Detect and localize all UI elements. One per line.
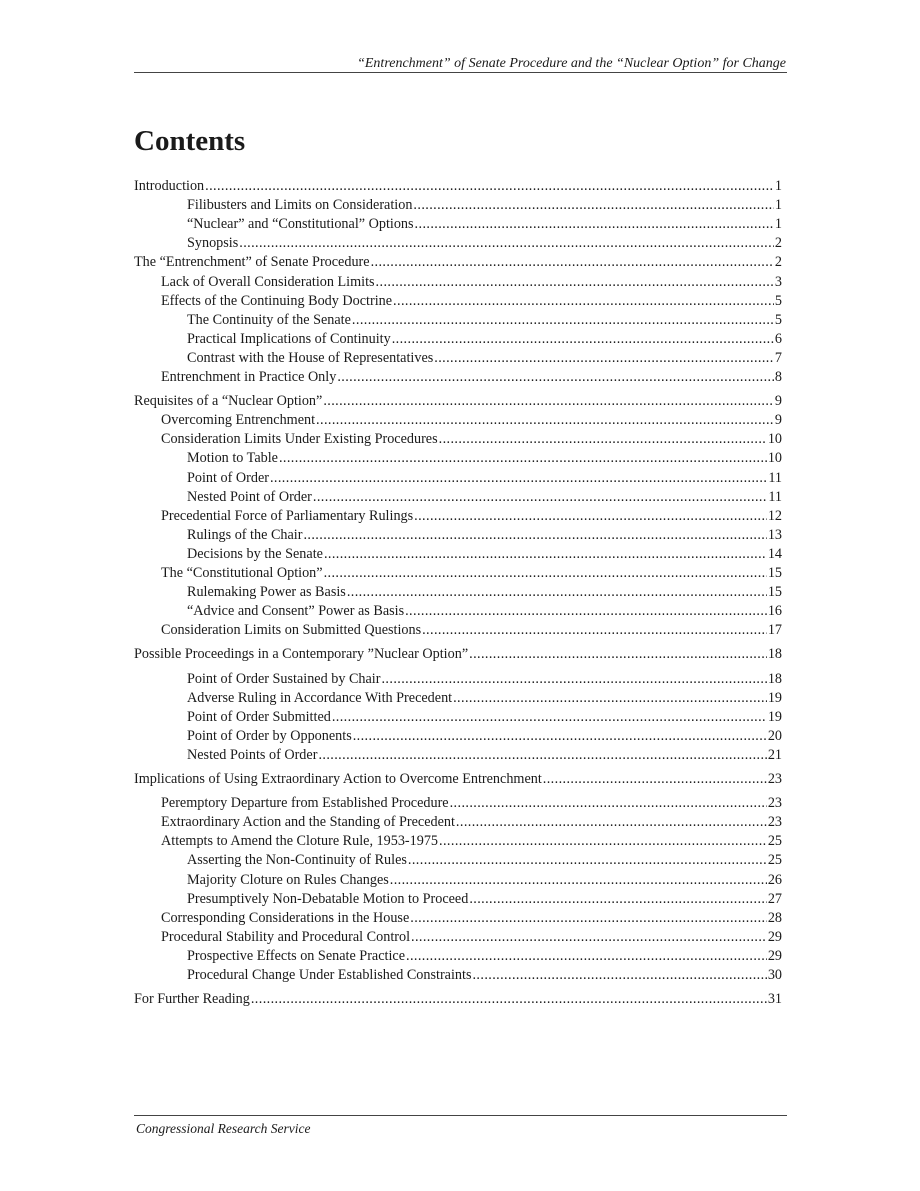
toc-dot-leader <box>318 747 766 764</box>
toc-entry[interactable] <box>134 812 782 831</box>
toc-entry-label: Motion to Table <box>187 450 278 467</box>
toc-entry-label: Introduction <box>134 178 205 194</box>
toc-entry-page: 15 <box>767 565 782 581</box>
toc-entry[interactable] <box>134 233 782 252</box>
toc-entry-page: 10 <box>767 431 782 448</box>
toc-dot-leader <box>393 293 774 310</box>
toc-dot-leader <box>332 709 767 726</box>
toc-dot-leader <box>251 991 767 1008</box>
toc-entry-page: 23 <box>767 814 782 831</box>
toc-entry[interactable] <box>134 310 782 329</box>
toc-entry[interactable] <box>134 291 782 310</box>
toc-entry-page: 23 <box>767 795 782 812</box>
toc-entry-label: The “Constitutional Option” <box>161 565 323 581</box>
toc-entry[interactable] <box>134 688 782 707</box>
toc-entry-page: 7 <box>774 349 782 366</box>
toc-entry-page: 15 <box>767 584 782 601</box>
toc-dot-leader <box>408 852 767 869</box>
toc-entry[interactable] <box>134 707 782 726</box>
toc-entry-page: 6 <box>774 330 782 347</box>
toc-entry[interactable] <box>134 769 782 788</box>
toc-entry-page: 20 <box>767 727 782 744</box>
toc-dot-leader <box>347 584 767 601</box>
toc-dot-leader <box>337 369 774 386</box>
toc-entry-page: 18 <box>767 646 782 663</box>
toc-entry[interactable] <box>134 644 782 663</box>
toc-entry-label: Prospective Effects on Senate Practice <box>187 947 405 964</box>
toc-entry[interactable] <box>134 946 782 965</box>
toc-entry[interactable] <box>134 525 782 544</box>
toc-entry[interactable] <box>134 410 782 429</box>
toc-entry-label: “Nuclear” and “Constitutional” Options <box>187 216 414 233</box>
toc-entry-page: 11 <box>768 488 782 505</box>
toc-entry-label: Extraordinary Action and the Standing of Precedent <box>161 814 455 831</box>
toc-entry[interactable] <box>134 429 782 448</box>
toc-entry-label: Practical Implications of Continuity <box>187 330 391 347</box>
toc-entry[interactable] <box>134 487 782 506</box>
toc-entry-label: The “Entrenchment” of Senate Procedure <box>134 254 370 271</box>
toc-entry-page: 5 <box>774 311 782 328</box>
toc-entry-page: 29 <box>767 928 782 945</box>
toc-entry-label: Point of Order Submitted <box>187 708 331 725</box>
toc-entry[interactable] <box>134 850 782 869</box>
toc-dot-leader <box>472 967 766 984</box>
toc-entry-label: Synopsis <box>187 235 239 252</box>
toc-entry[interactable] <box>134 908 782 927</box>
toc-entry[interactable] <box>134 726 782 745</box>
toc-entry-label: “Advice and Consent” Power as Basis <box>187 603 405 620</box>
toc-entry[interactable] <box>134 793 782 812</box>
toc-entry[interactable] <box>134 506 782 525</box>
toc-dot-leader <box>406 948 767 965</box>
toc-dot-leader <box>469 646 767 663</box>
toc-entry[interactable] <box>134 329 782 348</box>
toc-entry[interactable] <box>134 620 782 639</box>
toc-entry-label: Filibusters and Limits on Consideration <box>187 197 413 214</box>
toc-entry-label: The Continuity of the Senate <box>187 311 351 328</box>
toc-entry-label: Precedential Force of Parliamentary Rulings <box>161 507 414 524</box>
toc-entry-label: Consideration Limits Under Existing Procedures <box>161 431 438 448</box>
page-title: Contents <box>134 125 246 157</box>
toc-dot-leader <box>324 565 767 582</box>
toc-dot-leader <box>413 197 773 214</box>
toc-dot-leader <box>434 350 774 367</box>
toc-dot-leader <box>323 393 774 410</box>
running-header: “Entrenchment” of Senate Procedure and the “Nuclear Option” for Change <box>357 56 786 71</box>
toc-entry[interactable] <box>134 870 782 889</box>
toc-entry[interactable] <box>134 176 782 195</box>
toc-entry-page: 9 <box>774 393 782 410</box>
toc-entry[interactable] <box>134 448 782 467</box>
toc-entry-page: 1 <box>774 197 782 214</box>
toc-dot-leader <box>376 274 774 291</box>
toc-dot-leader <box>411 929 767 946</box>
toc-dot-leader <box>543 771 767 788</box>
toc-dot-leader <box>313 489 767 506</box>
toc-dot-leader <box>392 331 774 348</box>
toc-entry-page: 2 <box>774 254 782 271</box>
toc-dot-leader <box>316 412 774 429</box>
toc-dot-leader <box>453 690 767 707</box>
toc-entry-page: 1 <box>774 216 782 233</box>
toc-entry[interactable] <box>134 601 782 620</box>
toc-entry-label: Nested Points of Order <box>187 746 318 763</box>
toc-entry-label: Rulemaking Power as Basis <box>187 584 346 601</box>
toc-entry-label: Rulings of the Chair <box>187 526 303 543</box>
toc-entry-page: 19 <box>767 689 782 706</box>
toc-entry[interactable] <box>134 582 782 601</box>
toc-entry-label: Asserting the Non-Continuity of Rules <box>187 852 407 869</box>
toc-dot-leader <box>405 603 767 620</box>
toc-entry-page: 3 <box>774 273 782 290</box>
toc-entry-label: Nested Point of Order <box>187 488 312 505</box>
toc-entry-page: 16 <box>767 603 782 620</box>
toc-entry[interactable] <box>134 965 782 984</box>
toc-entry-page: 10 <box>767 450 782 467</box>
toc-dot-leader <box>270 470 767 487</box>
toc-entry-label: Majority Cloture on Rules Changes <box>187 871 389 888</box>
toc-entry-label: Contrast with the House of Representatives <box>187 349 434 366</box>
footer-rule <box>134 1115 787 1116</box>
toc-entry-page: 25 <box>767 852 782 869</box>
toc-entry[interactable] <box>134 195 782 214</box>
header-rule <box>134 72 787 73</box>
toc-entry-page: 12 <box>767 507 782 524</box>
toc-entry[interactable] <box>134 348 782 367</box>
footer-org: Congressional Research Service <box>136 1121 311 1136</box>
toc-entry-page: 23 <box>767 771 782 787</box>
toc-entry-label: Lack of Overall Consideration Limits <box>161 273 375 290</box>
toc-entry-label: Peremptory Departure from Established Procedure <box>161 795 449 812</box>
toc-entry-page: 25 <box>767 833 782 850</box>
toc-dot-leader <box>469 891 766 908</box>
toc-entry-label: Attempts to Amend the Cloture Rule, 1953-1975 <box>161 833 439 850</box>
toc-dot-leader <box>410 910 767 927</box>
toc-entry-label: Decisions by the Senate <box>187 545 323 562</box>
toc-entry[interactable] <box>134 544 782 563</box>
toc-entry[interactable] <box>134 563 782 582</box>
toc-entry-label: For Further Reading <box>134 991 250 1008</box>
toc-entry-label: Procedural Stability and Procedural Control <box>161 928 411 945</box>
toc-entry-label: Possible Proceedings in a Contemporary ”Nuclear Option” <box>134 646 469 663</box>
toc-dot-leader <box>390 872 767 889</box>
toc-entry[interactable] <box>134 889 782 908</box>
toc-entry-page: 9 <box>774 412 782 429</box>
toc-entry-page: 5 <box>774 292 782 309</box>
toc-entry-page: 13 <box>767 526 782 543</box>
toc-entry[interactable] <box>134 367 782 386</box>
toc-entry-label: Presumptively Non-Debatable Motion to Proceed <box>187 890 469 907</box>
toc-dot-leader <box>450 795 767 812</box>
toc-dot-leader <box>371 254 774 271</box>
toc-entry[interactable] <box>134 745 782 764</box>
toc-entry[interactable] <box>134 214 782 233</box>
toc-entry-page: 18 <box>767 670 782 687</box>
toc-entry-label: Point of Order Sustained by Chair <box>187 670 381 687</box>
toc-entry[interactable] <box>134 468 782 487</box>
toc-entry-label: Procedural Change Under Established Constraints <box>187 967 472 983</box>
toc-dot-leader <box>352 312 774 329</box>
toc-dot-leader <box>456 814 767 831</box>
toc-dot-leader <box>353 728 767 745</box>
toc-entry-page: 28 <box>767 909 782 926</box>
toc-entry-label: Point of Order <box>187 469 269 486</box>
toc-entry-label: Implications of Using Extraordinary Action to Overcome Entrenchment <box>134 771 542 787</box>
toc-entry[interactable] <box>134 831 782 850</box>
toc-entry-page: 2 <box>774 235 782 252</box>
toc-entry-label: Adverse Ruling in Accordance With Precedent <box>187 689 453 706</box>
toc-dot-leader <box>381 671 766 688</box>
toc-entry[interactable] <box>134 669 782 688</box>
toc-entry-label: Point of Order by Opponents <box>187 727 352 744</box>
toc-dot-leader <box>279 450 767 467</box>
toc-entry[interactable] <box>134 927 782 946</box>
toc-dot-leader <box>439 431 767 448</box>
toc-entry-page: 19 <box>767 708 782 725</box>
toc-entry-label: Requisites of a “Nuclear Option” <box>134 393 323 410</box>
toc-entry-page: 11 <box>768 469 782 486</box>
toc-dot-leader <box>324 546 767 563</box>
toc-entry[interactable] <box>134 252 782 271</box>
toc-entry-page: 26 <box>767 871 782 888</box>
toc-entry-label: Overcoming Entrenchment <box>161 412 316 429</box>
toc-entry-label: Effects of the Continuing Body Doctrine <box>161 292 393 309</box>
toc-dot-leader <box>422 622 767 639</box>
toc-entry-page: 29 <box>767 947 782 964</box>
toc-entry-page: 14 <box>767 545 782 562</box>
toc-entry[interactable] <box>134 989 782 1008</box>
toc-entry-page: 27 <box>767 890 782 907</box>
toc-dot-leader <box>303 527 766 544</box>
toc-entry[interactable] <box>134 272 782 291</box>
toc-entry-page: 21 <box>767 746 782 763</box>
toc-dot-leader <box>414 508 767 525</box>
toc-entry-label: Consideration Limits on Submitted Questions <box>161 622 422 639</box>
toc-entry-label: Entrenchment in Practice Only <box>161 369 337 385</box>
toc-dot-leader <box>239 235 774 252</box>
toc-dot-leader <box>439 833 767 850</box>
toc-entry-page: 31 <box>767 991 782 1008</box>
toc-entry-page: 17 <box>767 622 782 639</box>
toc-entry-page: 1 <box>774 178 782 194</box>
toc-entry-label: Corresponding Considerations in the House <box>161 909 410 926</box>
toc-entry-page: 8 <box>774 369 782 385</box>
toc-dot-leader <box>415 216 774 233</box>
toc-entry[interactable] <box>134 391 782 410</box>
toc-dot-leader <box>205 178 774 195</box>
toc-entry-page: 30 <box>767 967 782 983</box>
